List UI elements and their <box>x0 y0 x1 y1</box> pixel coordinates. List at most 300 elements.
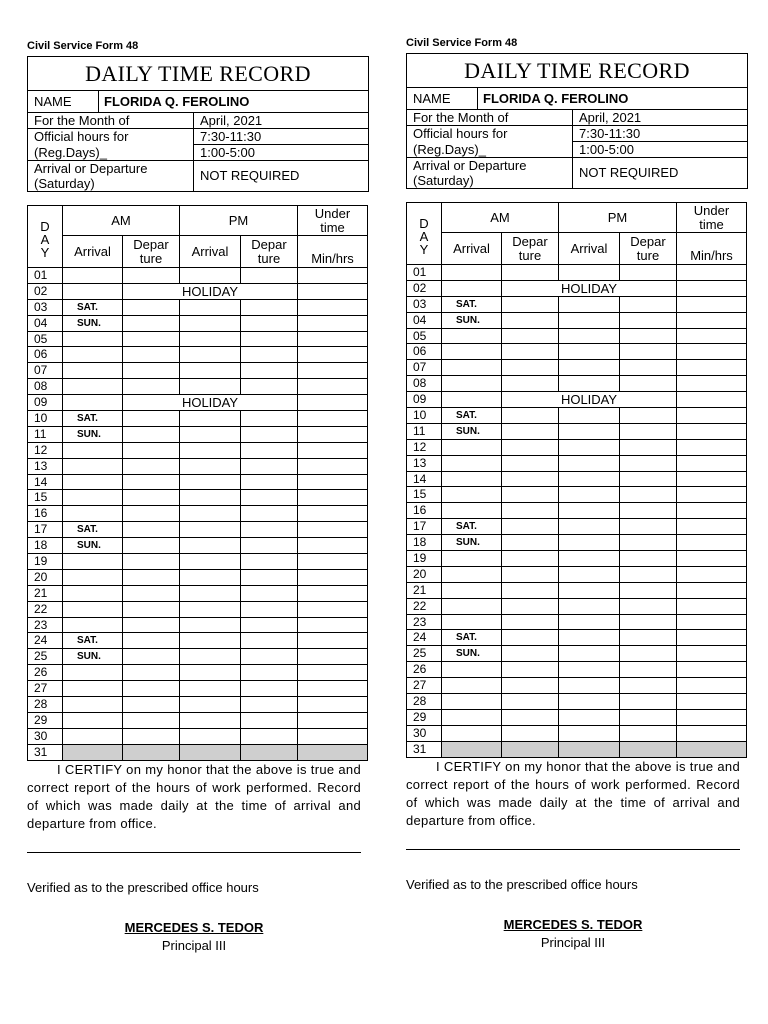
pm-arrival-cell <box>180 490 241 506</box>
table-row <box>28 585 368 601</box>
am-departure-cell <box>502 423 559 439</box>
day-number: 28 <box>28 697 63 713</box>
am-departure-cell <box>123 268 180 284</box>
table-row <box>28 569 368 585</box>
table-row <box>407 265 747 281</box>
table-row <box>407 439 747 455</box>
table-row <box>28 681 368 697</box>
day-number: 31 <box>407 741 442 757</box>
day-number: 22 <box>407 598 442 614</box>
am-departure-cell <box>502 535 559 551</box>
undertime-cell <box>677 551 747 567</box>
month-value: April, 2021 <box>579 110 642 125</box>
am-departure-cell <box>123 363 180 379</box>
pm-departure-cell <box>620 312 677 328</box>
pm-departure-cell <box>620 503 677 519</box>
day-number: 23 <box>407 614 442 630</box>
table-row <box>28 649 368 665</box>
table-row <box>407 487 747 503</box>
saturday-sublabel: (Saturday) <box>34 176 95 191</box>
am-departure-cell <box>123 554 180 570</box>
undertime-cell <box>298 426 368 442</box>
pm-arrival-cell <box>180 379 241 395</box>
am-departure-cell <box>502 312 559 328</box>
table-row <box>28 665 368 681</box>
am-arrival-cell <box>63 712 123 728</box>
pm-departure-cell <box>241 506 298 522</box>
pm-departure-cell <box>620 328 677 344</box>
undertime-cell <box>298 728 368 744</box>
pm-departure-cell <box>241 331 298 347</box>
pm-departure-cell <box>620 725 677 741</box>
pm-departure-cell <box>620 296 677 312</box>
table-row <box>407 646 747 662</box>
pm-arrival-cell <box>180 712 241 728</box>
am-departure-cell <box>123 617 180 633</box>
pm-departure-cell <box>620 455 677 471</box>
pm-arrival-header: Arrival <box>559 233 620 265</box>
day-number: 27 <box>407 678 442 694</box>
day-number: 16 <box>407 503 442 519</box>
am-arrival-cell <box>63 728 123 744</box>
pm-departure-cell <box>620 694 677 710</box>
pm-arrival-cell <box>559 630 620 646</box>
pm-departure-cell <box>241 426 298 442</box>
pm-arrival-cell <box>559 678 620 694</box>
day-number: 02 <box>407 280 442 296</box>
table-row <box>28 617 368 633</box>
pm-departure-cell <box>241 649 298 665</box>
official-hours-pm: 1:00-5:00 <box>579 142 634 157</box>
pm-arrival-cell <box>180 347 241 363</box>
pm-departure-cell <box>241 744 298 760</box>
pm-departure-cell <box>620 551 677 567</box>
table-row <box>28 697 368 713</box>
weekend-mark: SUN. <box>442 535 502 551</box>
table-row <box>28 299 368 315</box>
undertime-cell <box>298 347 368 363</box>
pm-arrival-cell <box>180 268 241 284</box>
undertime-cell <box>677 455 747 471</box>
day-number: 23 <box>28 617 63 633</box>
am-arrival-cell <box>442 344 502 360</box>
undertime-cell <box>298 585 368 601</box>
pm-departure-cell <box>677 280 747 296</box>
am-arrival-header: Arrival <box>442 233 502 265</box>
weekend-mark: SUN. <box>63 649 123 665</box>
am-departure-cell <box>123 315 180 331</box>
day-number: 17 <box>407 519 442 535</box>
official-hours-am: 7:30-11:30 <box>579 126 641 141</box>
am-departure-cell <box>123 633 180 649</box>
undertime-cell <box>298 442 368 458</box>
signature-line <box>406 849 740 850</box>
am-arrival-cell <box>63 617 123 633</box>
pm-arrival-cell <box>559 551 620 567</box>
day-number: 15 <box>28 490 63 506</box>
table-row <box>28 426 368 442</box>
table-row <box>407 344 747 360</box>
table-row <box>28 601 368 617</box>
am-arrival-cell <box>442 725 502 741</box>
am-departure-cell <box>123 744 180 760</box>
undertime-cell <box>677 630 747 646</box>
day-number: 28 <box>407 694 442 710</box>
undertime-cell <box>677 725 747 741</box>
table-row <box>28 744 368 760</box>
day-number: 16 <box>28 506 63 522</box>
table-row <box>28 411 368 427</box>
pm-arrival-cell <box>559 487 620 503</box>
table-row <box>407 408 747 424</box>
pm-arrival-cell <box>559 646 620 662</box>
day-number: 30 <box>28 728 63 744</box>
saturday-label: Arrival or Departure <box>413 158 527 173</box>
day-number: 05 <box>407 328 442 344</box>
am-departure-cell <box>123 379 180 395</box>
table-row <box>28 490 368 506</box>
am-arrival-cell <box>63 601 123 617</box>
am-departure-cell <box>502 709 559 725</box>
pm-arrival-cell <box>559 328 620 344</box>
pm-departure-cell <box>241 617 298 633</box>
am-departure-cell <box>502 646 559 662</box>
pm-arrival-cell <box>559 662 620 678</box>
am-departure-cell <box>502 566 559 582</box>
day-number: 27 <box>28 681 63 697</box>
table-row <box>28 712 368 728</box>
table-row <box>407 725 747 741</box>
day-number: 05 <box>28 331 63 347</box>
pm-departure-cell <box>241 585 298 601</box>
undertime-cell <box>677 408 747 424</box>
pm-arrival-cell <box>559 725 620 741</box>
day-number: 26 <box>407 662 442 678</box>
am-departure-cell <box>502 598 559 614</box>
signatory-name: MERCEDES S. TEDOR <box>503 917 643 932</box>
am-arrival-cell <box>63 665 123 681</box>
pm-header: PM <box>180 206 298 236</box>
am-departure-cell <box>502 662 559 678</box>
day-number: 20 <box>28 569 63 585</box>
undertime-cell <box>677 360 747 376</box>
am-departure-cell <box>123 442 180 458</box>
holiday-label: HOLIDAY <box>123 395 298 411</box>
pm-arrival-cell <box>180 538 241 554</box>
pm-departure-cell <box>241 522 298 538</box>
pm-departure-cell <box>241 315 298 331</box>
am-departure-cell <box>123 411 180 427</box>
day-number: 14 <box>407 471 442 487</box>
pm-departure-cell <box>241 665 298 681</box>
day-number: 12 <box>407 439 442 455</box>
pm-departure-cell <box>241 538 298 554</box>
am-arrival-cell <box>63 268 123 284</box>
weekend-mark: SAT. <box>442 630 502 646</box>
name-label: NAME <box>34 94 72 109</box>
pm-departure-header: Depar ture <box>241 236 298 268</box>
certification-text: I CERTIFY on my honor that the above is true and correct report of the hours of work performed. Record of which was made daily at the time of arrival and departure from office. <box>406 759 740 828</box>
pm-arrival-cell <box>559 376 620 392</box>
pm-arrival-cell <box>180 315 241 331</box>
pm-arrival-cell <box>559 312 620 328</box>
weekend-mark: SAT. <box>63 411 123 427</box>
day-number: 18 <box>28 538 63 554</box>
pm-departure-cell <box>620 487 677 503</box>
table-row <box>28 506 368 522</box>
undertime-cell <box>298 299 368 315</box>
am-arrival-cell <box>63 363 123 379</box>
table-row <box>407 741 747 757</box>
day-number: 11 <box>28 426 63 442</box>
am-arrival-cell <box>442 551 502 567</box>
undertime-header: Under time <box>677 203 747 233</box>
pm-arrival-cell <box>180 458 241 474</box>
day-number: 29 <box>28 712 63 728</box>
table-row <box>28 728 368 744</box>
undertime-cell <box>677 296 747 312</box>
am-arrival-cell <box>63 490 123 506</box>
signatory-position: Principal III <box>540 935 606 950</box>
day-rows <box>407 265 747 758</box>
am-departure-cell <box>502 455 559 471</box>
table-row <box>407 376 747 392</box>
am-departure-cell <box>123 426 180 442</box>
pm-arrival-cell <box>559 296 620 312</box>
undertime-cell <box>677 439 747 455</box>
pm-arrival-cell <box>559 439 620 455</box>
day-number: 07 <box>407 360 442 376</box>
table-row <box>407 566 747 582</box>
weekend-mark: SUN. <box>63 315 123 331</box>
table-row <box>407 598 747 614</box>
pm-departure-cell <box>241 299 298 315</box>
info-divider <box>193 113 194 191</box>
am-header: AM <box>63 206 180 236</box>
pm-arrival-cell <box>180 649 241 665</box>
form-number: Civil Service Form 48 <box>27 40 139 52</box>
day-number: 07 <box>28 363 63 379</box>
day-number: 13 <box>28 458 63 474</box>
am-departure-cell <box>123 538 180 554</box>
day-number: 25 <box>407 646 442 662</box>
pm-departure-cell <box>298 283 368 299</box>
pm-departure-cell <box>620 423 677 439</box>
table-row <box>407 662 747 678</box>
am-departure-cell <box>502 265 559 281</box>
time-table <box>27 205 368 761</box>
am-arrival-cell <box>63 585 123 601</box>
table-row <box>28 379 368 395</box>
table-row <box>407 328 747 344</box>
day-number: 14 <box>28 474 63 490</box>
holiday-label: HOLIDAY <box>502 392 677 408</box>
signatory-name: MERCEDES S. TEDOR <box>124 920 264 935</box>
undertime-cell <box>677 709 747 725</box>
pm-departure-cell <box>620 535 677 551</box>
pm-departure-cell <box>241 712 298 728</box>
pm-arrival-cell <box>180 363 241 379</box>
header-box <box>27 56 369 192</box>
day-number: 31 <box>28 744 63 760</box>
am-departure-cell <box>123 681 180 697</box>
pm-departure-cell <box>620 709 677 725</box>
pm-arrival-cell <box>180 411 241 427</box>
undertime-cell <box>298 331 368 347</box>
am-arrival-cell <box>442 471 502 487</box>
undertime-cell <box>298 633 368 649</box>
am-arrival-cell <box>63 506 123 522</box>
am-departure-cell <box>123 569 180 585</box>
day-number: 25 <box>28 649 63 665</box>
weekend-mark: SUN. <box>442 312 502 328</box>
signatory-position: Principal III <box>161 938 227 953</box>
table-row <box>407 551 747 567</box>
am-arrival-header: Arrival <box>63 236 123 268</box>
undertime-cell <box>677 614 747 630</box>
am-departure-cell <box>502 328 559 344</box>
am-arrival-cell <box>442 598 502 614</box>
am-departure-cell <box>502 519 559 535</box>
am-departure-cell <box>123 299 180 315</box>
undertime-cell <box>677 503 747 519</box>
undertime-cell <box>677 519 747 535</box>
day-number: 26 <box>28 665 63 681</box>
saturday-label: Arrival or Departure <box>34 161 148 176</box>
pm-departure-cell <box>620 582 677 598</box>
day-number: 03 <box>28 299 63 315</box>
am-arrival-cell <box>442 582 502 598</box>
pm-departure-cell <box>241 728 298 744</box>
day-number: 20 <box>407 566 442 582</box>
pm-arrival-cell <box>180 299 241 315</box>
undertime-cell <box>677 694 747 710</box>
am-arrival-cell <box>63 474 123 490</box>
table-row <box>407 582 747 598</box>
pm-arrival-cell <box>559 455 620 471</box>
day-header: D A Y <box>28 206 63 268</box>
am-arrival-cell <box>442 280 502 296</box>
am-departure-cell <box>123 490 180 506</box>
undertime-cell <box>677 471 747 487</box>
am-departure-cell <box>502 503 559 519</box>
reg-days-label: (Reg.Days)_ <box>413 142 486 157</box>
table-row <box>28 315 368 331</box>
undertime-header: Under time <box>298 206 368 236</box>
weekend-mark: SAT. <box>442 408 502 424</box>
am-departure-cell <box>123 347 180 363</box>
pm-departure-cell <box>241 347 298 363</box>
pm-arrival-cell <box>180 331 241 347</box>
am-arrival-cell <box>442 566 502 582</box>
weekend-mark: SUN. <box>63 538 123 554</box>
am-departure-cell <box>502 360 559 376</box>
table-row <box>407 709 747 725</box>
pm-arrival-cell <box>180 506 241 522</box>
am-arrival-cell <box>63 744 123 760</box>
undertime-cell <box>677 265 747 281</box>
am-departure-cell <box>502 614 559 630</box>
day-number: 30 <box>407 725 442 741</box>
table-row <box>407 455 747 471</box>
pm-arrival-cell <box>559 408 620 424</box>
am-arrival-cell <box>442 360 502 376</box>
table-row <box>407 360 747 376</box>
table-row <box>28 347 368 363</box>
month-label: For the Month of <box>413 110 509 125</box>
pm-arrival-cell <box>559 423 620 439</box>
table-row <box>28 538 368 554</box>
pm-departure-cell <box>620 566 677 582</box>
undertime-cell <box>677 582 747 598</box>
day-header: D A Y <box>407 203 442 265</box>
undertime-cell <box>677 646 747 662</box>
am-departure-cell <box>502 439 559 455</box>
pm-departure-cell <box>620 678 677 694</box>
employee-name: FLORIDA Q. FEROLINO <box>98 91 249 112</box>
signature-line <box>27 852 361 853</box>
weekend-mark: SAT. <box>442 519 502 535</box>
pm-departure-cell <box>241 458 298 474</box>
day-number: 02 <box>28 283 63 299</box>
pm-header: PM <box>559 203 677 233</box>
day-number: 01 <box>28 268 63 284</box>
pm-departure-cell <box>241 379 298 395</box>
am-arrival-cell <box>442 709 502 725</box>
day-number: 18 <box>407 535 442 551</box>
am-departure-cell <box>123 728 180 744</box>
table-row <box>407 519 747 535</box>
weekend-mark: SAT. <box>63 633 123 649</box>
am-arrival-cell <box>63 569 123 585</box>
pm-departure-cell <box>241 442 298 458</box>
day-number: 15 <box>407 487 442 503</box>
am-arrival-cell <box>63 442 123 458</box>
undertime-cell <box>298 554 368 570</box>
pm-departure-cell <box>620 519 677 535</box>
am-arrival-cell <box>63 347 123 363</box>
table-row <box>28 442 368 458</box>
day-number: 19 <box>407 551 442 567</box>
pm-arrival-cell <box>559 265 620 281</box>
pm-arrival-cell <box>180 633 241 649</box>
saturday-sublabel: (Saturday) <box>413 173 474 188</box>
day-rows <box>28 268 368 761</box>
am-departure-cell <box>502 725 559 741</box>
undertime-cell <box>298 665 368 681</box>
undertime-cell <box>298 379 368 395</box>
day-number: 19 <box>28 554 63 570</box>
pm-arrival-cell <box>180 728 241 744</box>
undertime-cell <box>677 487 747 503</box>
pm-arrival-cell <box>180 601 241 617</box>
am-departure-cell <box>502 344 559 360</box>
undertime-cell <box>298 538 368 554</box>
pm-departure-cell <box>241 411 298 427</box>
pm-arrival-cell <box>180 617 241 633</box>
pm-arrival-cell <box>559 614 620 630</box>
am-arrival-cell <box>442 392 502 408</box>
pm-departure-cell <box>620 598 677 614</box>
day-number: 03 <box>407 296 442 312</box>
am-arrival-cell <box>442 265 502 281</box>
undertime-cell <box>677 344 747 360</box>
verified-text: Verified as to the prescribed office hours <box>27 880 259 895</box>
day-number: 06 <box>407 344 442 360</box>
pm-arrival-cell <box>559 344 620 360</box>
pm-arrival-cell <box>559 709 620 725</box>
table-row <box>28 458 368 474</box>
